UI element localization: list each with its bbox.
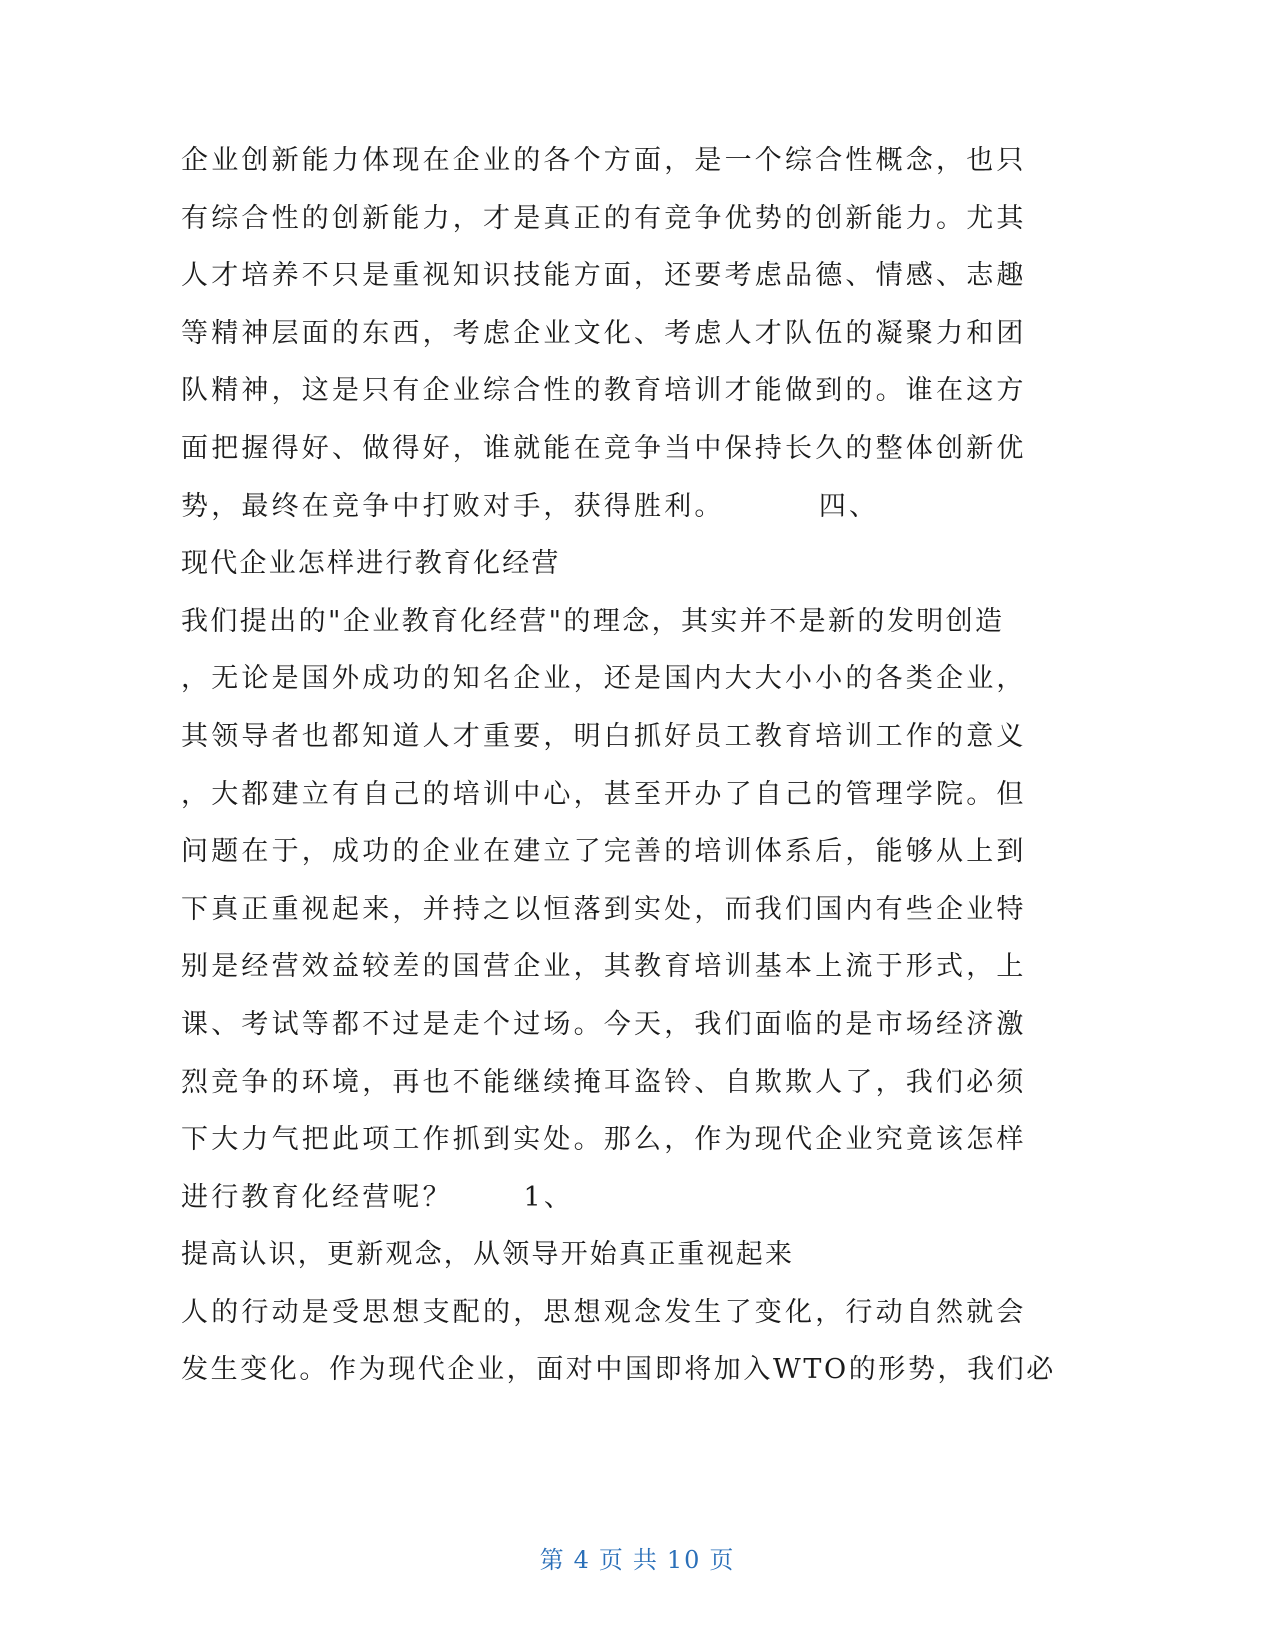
text-line: 烈竞争的环境，再也不能继续掩耳盗铃、自欺欺人了，我们必须	[181, 1066, 1027, 1098]
text-line: ，大都建立有自己的培训中心，甚至开办了自己的管理学院。但	[181, 778, 1027, 810]
section-heading: 现代企业怎样进行教育化经营	[181, 548, 561, 580]
text-line: 下真正重视起来，并持之以恒落到实处，而我们国内有些企业特	[181, 893, 1027, 925]
text-line: 人才培养不只是重视知识技能方面，还要考虑品德、情感、志趣	[181, 260, 1027, 292]
footer-page-word: 页	[598, 1546, 625, 1574]
text-line: 有综合性的创新能力，才是真正的有竞争优势的创新能力。尤其	[181, 202, 1027, 234]
text-line: 企业创新能力体现在企业的各个方面，是一个综合性概念，也只	[181, 145, 1027, 176]
current-page-number: 4	[573, 1546, 591, 1574]
text-line: 我们提出的"企业教育化经营"的理念，其实并不是新的发明创造	[181, 605, 1005, 637]
text-line: 课、考试等都不过是走个过场。今天，我们面临的是市场经济激	[181, 1008, 1027, 1040]
section-heading: 提高认识，更新观念，从领导开始真正重视起来	[181, 1239, 795, 1271]
text-line: 面把握得好、做得好，谁就能在竞争当中保持长久的整体创新优	[181, 432, 1027, 464]
text-line: 进行教育化经营呢？ 1、	[181, 1181, 575, 1213]
total-pages-number: 10	[666, 1546, 702, 1574]
text-line: 发生变化。作为现代企业，面对中国即将加入WTO的形势，我们必	[181, 1354, 1056, 1386]
text-line: 人的行动是受思想支配的，思想观念发生了变化，行动自然就会	[181, 1296, 1027, 1328]
text-line: 其领导者也都知道人才重要，明白抓好员工教育培训工作的意义	[181, 720, 1027, 752]
text-line: 别是经营效益较差的国营企业，其教育培训基本上流于形式，上	[181, 951, 1027, 983]
footer-total-prefix: 共	[632, 1546, 659, 1574]
text-line: 问题在于，成功的企业在建立了完善的培训体系后，能够从上到	[181, 836, 1027, 868]
text-line: 下大力气把此项工作抓到实处。那么，作为现代企业究竟该怎样	[181, 1124, 1027, 1156]
text-line: 队精神，这是只有企业综合性的教育培训才能做到的。谁在这方	[181, 375, 1027, 407]
page-footer	[0, 1540, 1275, 1575]
text-line: 势，最终在竞争中打败对手，获得胜利。 四、	[181, 490, 880, 522]
text-line: ，无论是国外成功的知名企业，还是国内大大小小的各类企业，	[181, 663, 1027, 695]
footer-prefix: 第	[539, 1546, 566, 1574]
document-body	[181, 132, 1056, 1399]
footer-suffix: 页	[709, 1546, 736, 1574]
text-line: 等精神层面的东西，考虑企业文化、考虑人才队伍的凝聚力和团	[181, 317, 1027, 349]
